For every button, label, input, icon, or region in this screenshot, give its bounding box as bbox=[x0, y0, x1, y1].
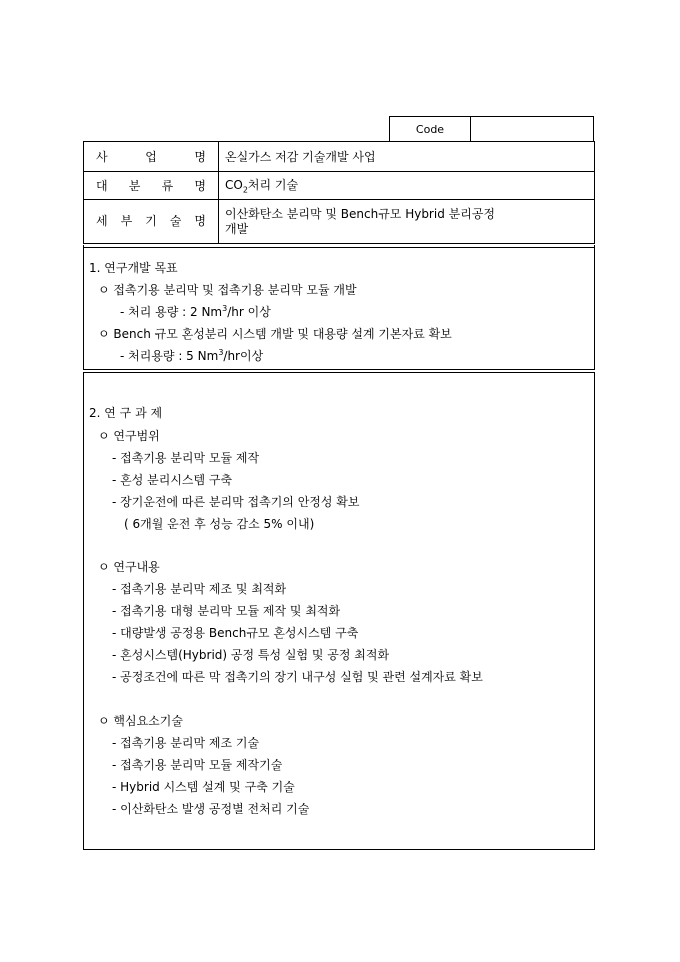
goal-item-2: ㅇ Bench 규모 혼성분리 시스템 개발 및 대용량 설계 기본자료 확보 bbox=[98, 327, 452, 341]
code-value bbox=[471, 117, 593, 141]
code-box bbox=[389, 116, 594, 142]
core-tech-item: - 이산화탄소 발생 공정별 전처리 기술 bbox=[112, 802, 310, 816]
content-item: - 접촉기용 분리막 제조 및 최적화 bbox=[112, 582, 287, 596]
scope-item: - 접촉기용 분리막 모듈 제작 bbox=[112, 451, 260, 465]
scope-item-note: ( 6개월 운전 후 성능 감소 5% 이내) bbox=[124, 517, 315, 531]
scope-item: - 혼성 분리시스템 구축 bbox=[112, 473, 233, 487]
project-name-value: 온실가스 저감 기술개발 사업 bbox=[219, 142, 595, 172]
project-name-label: 사 업 명 bbox=[84, 142, 219, 172]
core-tech-item: - 접촉기용 분리막 제조 기술 bbox=[112, 736, 260, 750]
core-tech-item: - 접촉기용 분리막 모듈 제작기술 bbox=[112, 758, 283, 772]
core-tech-item: - Hybrid 시스템 설계 및 구축 기술 bbox=[112, 780, 295, 794]
goals-section bbox=[83, 245, 595, 370]
detail-tech-value: 이산화탄소 분리막 및 Bench규모 Hybrid 분리공정 개발 bbox=[219, 200, 595, 244]
goal-item-1-detail: - 처리 용량 : 2 Nm$^3$/hr 이상 bbox=[120, 304, 271, 319]
goal-item-1: ㅇ 접촉기용 분리막 및 접촉기용 분리막 모듈 개발 bbox=[98, 283, 357, 297]
content-item: - 대량발생 공정용 Bench규모 혼성시스템 구축 bbox=[112, 626, 359, 640]
content-item: - 공정조건에 따른 막 접촉기의 장기 내구성 실험 및 관련 설계자료 확보 bbox=[112, 670, 483, 684]
content-item: - 혼성시스템(Hybrid) 공정 특성 실험 및 공정 최적화 bbox=[112, 648, 390, 662]
goal-item-2-detail: - 처리용량 : 5 Nm$^3$/hr이상 bbox=[120, 348, 264, 363]
detail-tech-label: 세 부 기 술 명 bbox=[84, 200, 219, 244]
divider bbox=[83, 247, 595, 248]
tasks-section bbox=[83, 372, 595, 850]
project-info-table bbox=[83, 141, 595, 244]
code-label: Code bbox=[390, 117, 471, 141]
major-category-value: $CO_2$처리 기술 bbox=[219, 172, 595, 200]
project-name-row bbox=[84, 142, 595, 172]
scope-title: ㅇ 연구범위 bbox=[98, 429, 160, 443]
tasks-heading: 2. 연 구 과 제 bbox=[89, 406, 163, 420]
major-category-label: 대 분 류 명 bbox=[84, 172, 219, 200]
content-title: ㅇ 연구내용 bbox=[98, 560, 160, 574]
detail-tech-row bbox=[84, 200, 595, 244]
major-category-row bbox=[84, 172, 595, 200]
core-tech-title: ㅇ 핵심요소기술 bbox=[98, 714, 183, 728]
scope-item: - 장기운전에 따른 분리막 접촉기의 안정성 확보 bbox=[112, 495, 360, 509]
goals-heading: 1. 연구개발 목표 bbox=[89, 261, 178, 275]
content-item: - 접촉기용 대형 분리막 모듈 제작 및 최적화 bbox=[112, 604, 341, 618]
